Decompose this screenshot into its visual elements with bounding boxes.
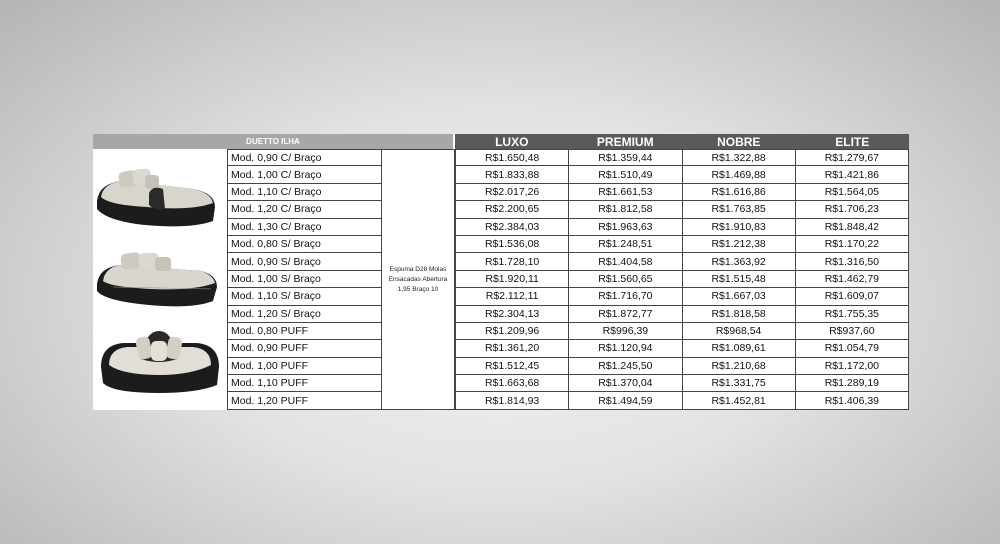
price-luxo: R$1.536,08	[455, 236, 569, 253]
price-elite: R$1.279,67	[796, 149, 909, 166]
price-premium: R$1.370,04	[569, 375, 682, 392]
model-label: Mod. 0,80 S/ Braço	[227, 236, 382, 253]
table-row	[455, 288, 909, 305]
price-elite: R$1.706,23	[796, 201, 909, 218]
price-luxo: R$1.814,93	[455, 392, 569, 409]
price-premium: R$1.812,58	[569, 201, 682, 218]
model-label: Mod. 0,90 PUFF	[227, 340, 382, 357]
price-elite: R$1.421,86	[796, 166, 909, 183]
price-elite: R$1.316,50	[796, 253, 909, 270]
model-label: Mod. 0,90 C/ Braço	[227, 149, 382, 166]
price-premium: R$1.872,77	[569, 306, 682, 323]
puff-image	[101, 331, 219, 393]
table-row	[455, 236, 909, 253]
price-premium: R$1.494,59	[569, 392, 682, 409]
price-premium: R$1.560,65	[569, 271, 682, 288]
table-row	[455, 201, 909, 218]
price-luxo: R$1.728,10	[455, 253, 569, 270]
price-luxo: R$1.650,48	[455, 149, 569, 166]
price-premium: R$1.510,49	[569, 166, 682, 183]
price-nobre: R$1.210,68	[683, 358, 796, 375]
tier-header-luxo: LUXO	[495, 134, 529, 149]
price-luxo: R$2.112,11	[455, 288, 569, 305]
price-luxo: R$1.920,11	[455, 271, 569, 288]
price-luxo: R$2.384,03	[455, 219, 569, 236]
model-label: Mod. 1,30 C/ Braço	[227, 219, 382, 236]
table-row	[455, 340, 909, 357]
sofa-images	[93, 149, 227, 410]
tier-header-nobre: NOBRE	[717, 134, 761, 149]
model-label: Mod. 1,10 C/ Braço	[227, 184, 382, 201]
price-luxo: R$2.304,13	[455, 306, 569, 323]
price-nobre: R$1.667,03	[683, 288, 796, 305]
price-nobre: R$1.469,88	[683, 166, 796, 183]
price-elite: R$1.564,05	[796, 184, 909, 201]
table-row	[455, 323, 909, 340]
price-nobre: R$968,54	[683, 323, 796, 340]
price-nobre: R$1.763,85	[683, 201, 796, 218]
price-luxo: R$1.512,45	[455, 358, 569, 375]
price-premium: R$996,39	[569, 323, 682, 340]
price-elite: R$1.054,79	[796, 340, 909, 357]
table-row	[455, 271, 909, 288]
model-label: Mod. 1,10 PUFF	[227, 375, 382, 392]
table-row	[455, 253, 909, 270]
price-luxo: R$1.361,20	[455, 340, 569, 357]
table-row	[455, 392, 909, 409]
price-premium: R$1.404,58	[569, 253, 682, 270]
product-title: DUETTO ILHA	[93, 134, 453, 149]
price-premium: R$1.716,70	[569, 288, 682, 305]
model-label: Mod. 1,20 C/ Braço	[227, 201, 382, 218]
price-elite: R$1.172,00	[796, 358, 909, 375]
price-nobre: R$1.363,92	[683, 253, 796, 270]
price-elite: R$1.406,39	[796, 392, 909, 409]
price-elite: R$1.848,42	[796, 219, 909, 236]
price-elite: R$1.462,79	[796, 271, 909, 288]
sofa-illustrations	[93, 149, 227, 410]
price-elite: R$1.289,19	[796, 375, 909, 392]
price-premium: R$1.245,50	[569, 358, 682, 375]
price-table	[93, 134, 909, 410]
table-row	[455, 306, 909, 323]
table-row	[455, 184, 909, 201]
price-luxo: R$1.833,88	[455, 166, 569, 183]
model-label: Mod. 1,20 S/ Braço	[227, 306, 382, 323]
model-label: Mod. 1,10 S/ Braço	[227, 288, 382, 305]
price-premium: R$1.963,63	[569, 219, 682, 236]
table-row	[455, 358, 909, 375]
price-nobre: R$1.452,81	[683, 392, 796, 409]
price-grid	[455, 149, 909, 410]
tier-header-elite: ELITE	[835, 134, 870, 149]
price-luxo: R$1.209,96	[455, 323, 569, 340]
price-nobre: R$1.616,86	[683, 184, 796, 201]
price-premium: R$1.248,51	[569, 236, 682, 253]
table-row	[455, 166, 909, 183]
model-label: Mod. 0,80 PUFF	[227, 323, 382, 340]
price-nobre: R$1.212,38	[683, 236, 796, 253]
table-row	[455, 375, 909, 392]
tier-header-premium: PREMIUM	[596, 134, 654, 149]
model-label: Mod. 1,00 S/ Braço	[227, 271, 382, 288]
sofa-with-arms-image	[97, 168, 215, 226]
price-nobre: R$1.322,88	[683, 149, 796, 166]
price-nobre: R$1.910,83	[683, 219, 796, 236]
model-column	[227, 149, 382, 410]
price-elite: R$1.170,22	[796, 236, 909, 253]
model-label: Mod. 1,00 C/ Braço	[227, 166, 382, 183]
spec-description: Espuma D28 Molas Ensacadas Abertura 1,95 Braço 10	[382, 149, 455, 410]
model-label: Mod. 1,00 PUFF	[227, 358, 382, 375]
model-label: Mod. 0,90 S/ Braço	[227, 253, 382, 270]
table-row	[455, 149, 909, 166]
price-nobre: R$1.818,58	[683, 306, 796, 323]
price-elite: R$1.609,07	[796, 288, 909, 305]
price-nobre: R$1.089,61	[683, 340, 796, 357]
table-row	[455, 219, 909, 236]
price-premium: R$1.120,94	[569, 340, 682, 357]
price-elite: R$937,60	[796, 323, 909, 340]
price-luxo: R$1.663,68	[455, 375, 569, 392]
model-label: Mod. 1,20 PUFF	[227, 392, 382, 409]
price-luxo: R$2.017,26	[455, 184, 569, 201]
price-elite: R$1.755,35	[796, 306, 909, 323]
price-luxo: R$2.200,65	[455, 201, 569, 218]
sofa-without-arms-image	[97, 252, 217, 307]
price-nobre: R$1.331,75	[683, 375, 796, 392]
price-premium: R$1.661,53	[569, 184, 682, 201]
price-nobre: R$1.515,48	[683, 271, 796, 288]
price-premium: R$1.359,44	[569, 149, 682, 166]
